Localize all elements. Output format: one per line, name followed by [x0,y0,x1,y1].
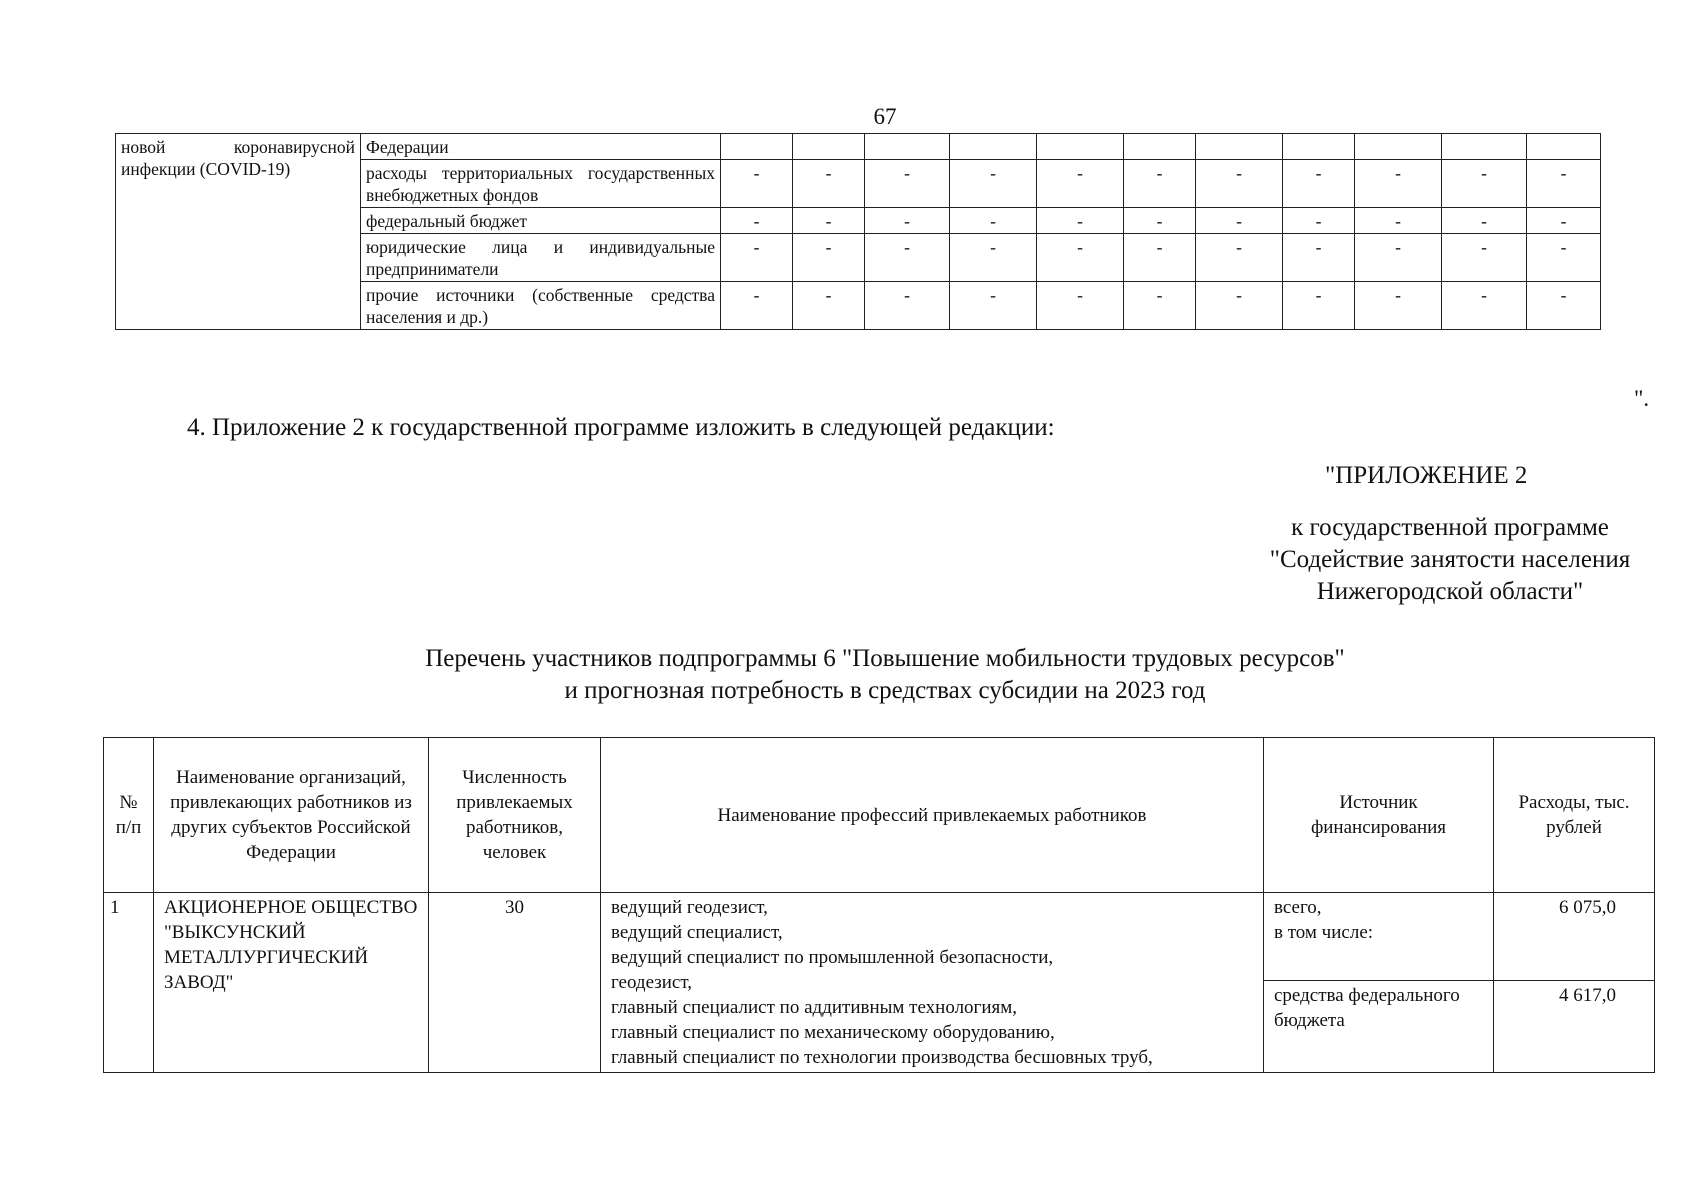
value-cell: - [1037,160,1124,208]
funding-sources-table [115,133,1601,330]
list-title [0,643,1697,707]
value-cell: - [1442,282,1527,330]
row-label: расходы территориальных государственных внебюджетных фондов [361,160,721,208]
value-cell: - [865,234,950,282]
funding-sources-body [116,134,1601,330]
header-expenses: Расходы, тыс. рублей [1494,738,1655,893]
value-cell: - [1527,160,1601,208]
value-cell: - [1355,234,1442,282]
value-cell: - [1196,234,1283,282]
value-cell: - [793,208,865,234]
value-cell: - [1355,208,1442,234]
value-cell: - [1442,160,1527,208]
profession-item: главный специалист по технологии производства бесшовных труб, [611,1047,1153,1068]
row-professions [601,893,1264,1073]
value-cell: - [865,208,950,234]
value-cell [1196,134,1283,160]
value-cell: - [1196,208,1283,234]
value-cell: - [950,282,1037,330]
merged-event-cell: новой коронавирусной инфекции (COVID-19) [116,134,361,330]
value-cell: - [950,208,1037,234]
row-num: 1 [104,893,154,1073]
header-num: № п/п [104,738,154,893]
value-cell: - [721,160,793,208]
value-cell [1355,134,1442,160]
value-cell [1527,134,1601,160]
profession-item: геодезист, [611,972,692,993]
list-title-line: Перечень участников подпрограммы 6 "Повышение мобильности трудовых ресурсов" [425,645,1345,672]
source-total-line: всего, [1274,897,1322,918]
header-row [104,738,1655,893]
value-cell: - [950,160,1037,208]
value-cell: - [793,282,865,330]
value-cell: - [865,282,950,330]
row-org: АКЦИОНЕРНОЕ ОБЩЕСТВО "ВЫКСУНСКИЙ МЕТАЛЛУРГИЧЕСКИЙ ЗАВОД" [154,893,429,1073]
header-source: Источник финансирования [1264,738,1494,893]
value-cell [721,134,793,160]
value-cell: - [1527,234,1601,282]
value-cell: - [1124,208,1196,234]
value-cell: - [1527,282,1601,330]
expenses-total: 6 075,0 [1494,893,1655,981]
value-cell: - [793,160,865,208]
row-label: федеральный бюджет [361,208,721,234]
value-cell [865,134,950,160]
value-cell [1283,134,1355,160]
table-row [104,893,1655,981]
profession-item: ведущий специалист по промышленной безопасности, [611,947,1054,968]
item-4-paragraph: 4. Приложение 2 к государственной программе изложить в следующей редакции: [187,414,1055,441]
row-label: юридические лица и индивидуальные предприниматели [361,234,721,282]
value-cell: - [721,234,793,282]
value-cell: - [1527,208,1601,234]
row-count: 30 [429,893,601,1073]
table-row [116,134,1601,160]
value-cell: - [1283,234,1355,282]
value-cell: - [1037,234,1124,282]
header-count: Численность привлекаемых работников, человек [429,738,601,893]
value-cell: - [1355,282,1442,330]
profession-item: главный специалист по механическому оборудованию, [611,1022,1055,1043]
source-total-line: в том числе: [1274,922,1374,943]
appendix-line: Нижегородской области" [1316,578,1584,605]
value-cell: - [1037,208,1124,234]
value-cell [1442,134,1527,160]
row-label: Федерации [361,134,721,160]
list-title-line: и прогнозная потребность в средствах субсидии на 2023 год [564,677,1206,704]
page-number: 67 [873,104,897,129]
source-federal: средства федерального бюджета [1264,981,1494,1073]
value-cell [1124,134,1196,160]
profession-item: главный специалист по аддитивным технологиям, [611,997,1018,1018]
value-cell: - [1283,208,1355,234]
value-cell: - [1124,160,1196,208]
appendix-subtitle [1200,512,1697,608]
value-cell: - [950,234,1037,282]
source-total [1264,893,1494,981]
value-cell [950,134,1037,160]
expenses-federal: 4 617,0 [1494,981,1655,1073]
value-cell: - [1196,282,1283,330]
appendix-line: "Содействие занятости населения [1269,546,1631,573]
row-label: прочие источники (собственные средства населения и др.) [361,282,721,330]
value-cell: - [1442,234,1527,282]
header-professions: Наименование профессий привлекаемых работников [601,738,1264,893]
value-cell [1037,134,1124,160]
value-cell: - [721,282,793,330]
value-cell: - [793,234,865,282]
value-cell: - [865,160,950,208]
value-cell: - [1037,282,1124,330]
participants-table [103,737,1655,1073]
value-cell: - [1124,282,1196,330]
value-cell: - [1124,234,1196,282]
appendix-title: "ПРИЛОЖЕНИЕ 2 [1325,462,1528,489]
value-cell: - [1442,208,1527,234]
value-cell: - [1196,160,1283,208]
profession-item: ведущий геодезист, [611,897,768,918]
profession-item: ведущий специалист, [611,922,783,943]
value-cell: - [1283,282,1355,330]
value-cell: - [1355,160,1442,208]
closing-quote-mark: ". [1634,386,1650,411]
value-cell [793,134,865,160]
value-cell: - [1283,160,1355,208]
header-org: Наименование организаций, привлекающих работников из других субъектов Российской Федерации [154,738,429,893]
appendix-line: к государственной программе [1291,514,1609,541]
value-cell: - [721,208,793,234]
